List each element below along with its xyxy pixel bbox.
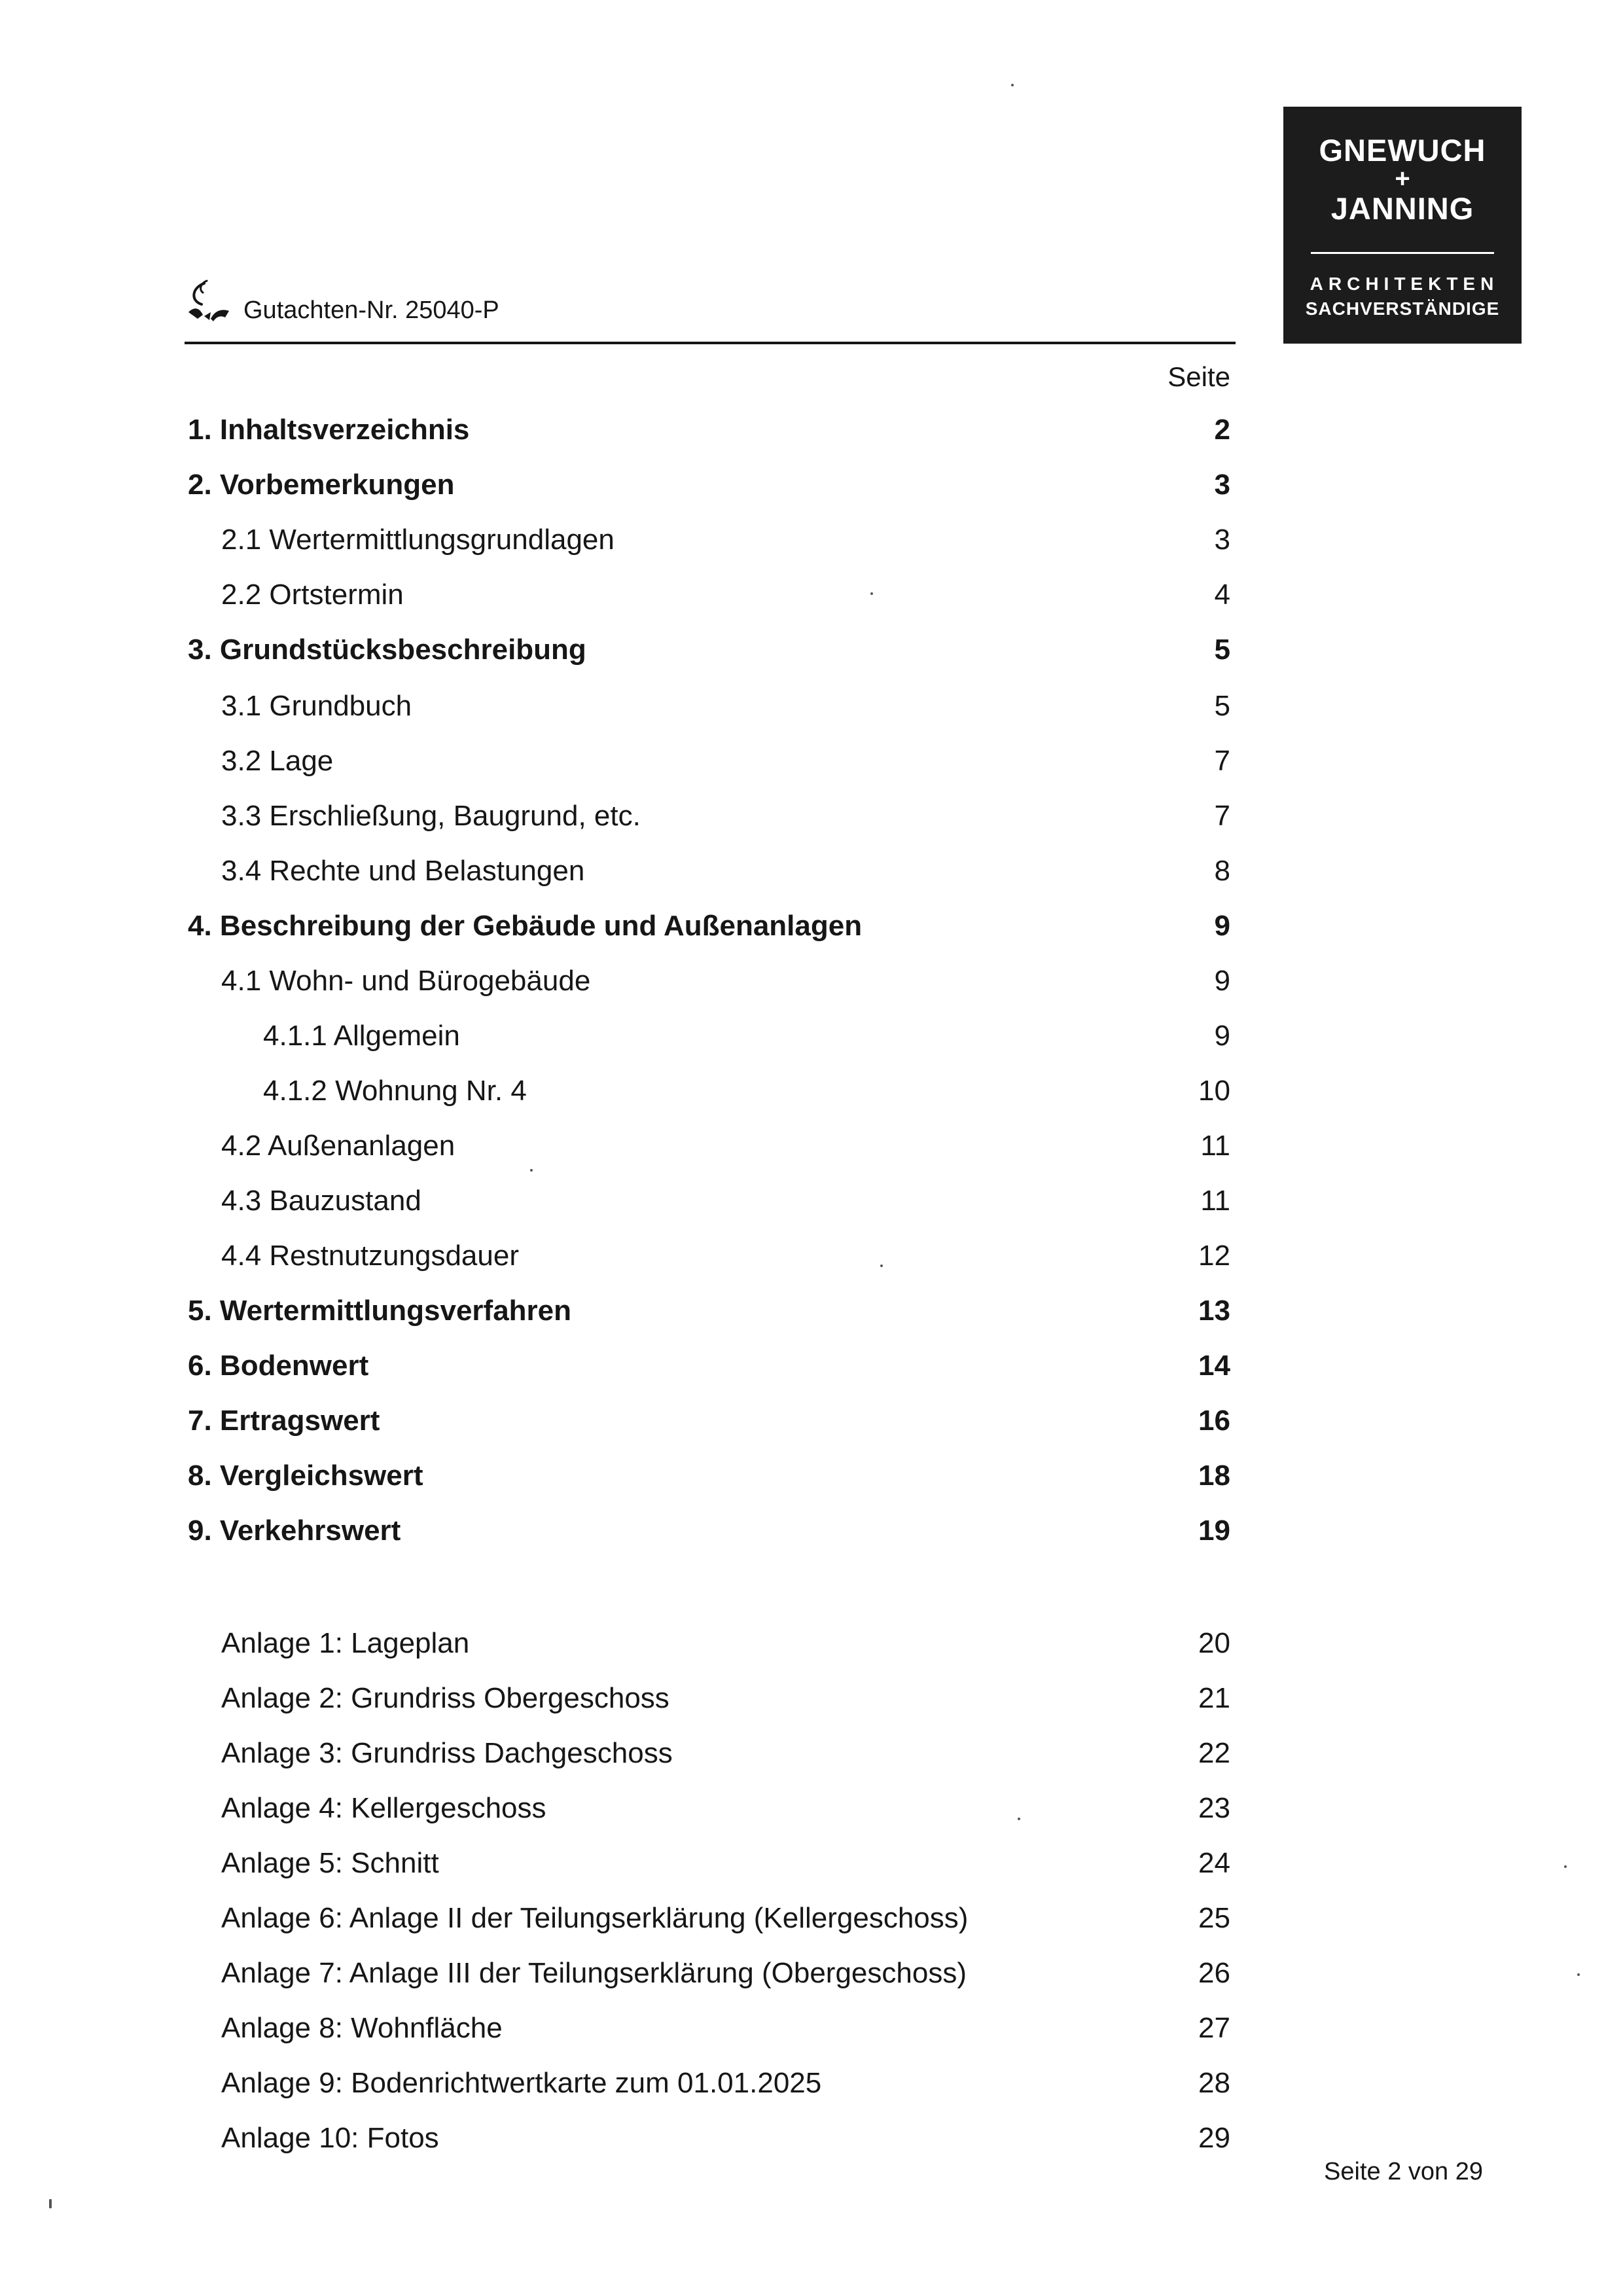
- toc-entry-page: 4: [1214, 579, 1230, 611]
- toc-entry-title: 6. Bodenwert: [188, 1350, 369, 1382]
- toc-entry-page: 7: [1214, 800, 1230, 832]
- toc-entry-page: 10: [1198, 1075, 1230, 1107]
- toc-entry: [0, 745, 1623, 784]
- attachment-page: 28: [1198, 2067, 1230, 2099]
- logo-divider: [1311, 252, 1494, 254]
- attachment-page: 24: [1198, 1847, 1230, 1879]
- attachment-page: 27: [1198, 2012, 1230, 2044]
- toc-entry-page: 9: [1214, 965, 1230, 997]
- scan-speck: [880, 1265, 883, 1267]
- attachment-entry: [0, 1737, 1623, 1776]
- document-header: [185, 278, 1236, 344]
- scan-speck: [49, 2199, 52, 2208]
- toc-entry: [0, 1460, 1623, 1499]
- toc-entry: [0, 524, 1623, 563]
- scan-speck: [1011, 84, 1014, 86]
- attachment-entry: [0, 1957, 1623, 1996]
- toc-entry: [0, 855, 1623, 894]
- attachment-entry: [0, 1902, 1623, 1941]
- toc-entry-page: 2: [1214, 414, 1230, 446]
- toc-entry-page: 18: [1198, 1460, 1230, 1492]
- page-column-label: Seite: [1168, 361, 1230, 392]
- swirl-emblem-icon: [185, 278, 237, 331]
- toc-entry-page: 14: [1198, 1350, 1230, 1382]
- attachment-title: Anlage 4: Kellergeschoss: [221, 1792, 546, 1824]
- toc-entry: [0, 800, 1623, 839]
- toc-entry-title: 4.1.2 Wohnung Nr. 4: [263, 1075, 527, 1107]
- attachment-title: Anlage 7: Anlage III der Teilungserklärung (Obergeschoss): [221, 1957, 967, 1989]
- attachment-title: Anlage 5: Schnitt: [221, 1847, 439, 1879]
- attachment-entry: [0, 2122, 1623, 2161]
- toc-entry-title: 3. Grundstücksbeschreibung: [188, 634, 586, 666]
- toc-entry-title: 3.3 Erschließung, Baugrund, etc.: [221, 800, 641, 832]
- toc-entry-page: 5: [1214, 690, 1230, 722]
- toc-entry-title: 4.1 Wohn- und Bürogebäude: [221, 965, 591, 997]
- toc-entry-page: 11: [1200, 1185, 1230, 1217]
- attachment-title: Anlage 1: Lageplan: [221, 1627, 470, 1659]
- toc-entry: [0, 1020, 1623, 1059]
- toc-entry-title: 8. Vergleichswert: [188, 1460, 423, 1492]
- attachment-page: 22: [1198, 1737, 1230, 1769]
- attachment-title: Anlage 6: Anlage II der Teilungserklärung (Kellergeschoss): [221, 1902, 969, 1934]
- toc-entry-title: 5. Wertermittlungsverfahren: [188, 1295, 572, 1327]
- toc-entry: [0, 1185, 1623, 1224]
- toc-entry-title: 2.1 Wertermittlungsgrundlagen: [221, 524, 615, 556]
- toc-entry: [0, 1515, 1623, 1554]
- attachment-page: 23: [1198, 1792, 1230, 1824]
- page-number-footer: Seite 2 von 29: [1324, 2158, 1483, 2185]
- toc-entry-page: 12: [1198, 1240, 1230, 1272]
- toc-entry: [0, 1240, 1623, 1279]
- toc-entry-page: 3: [1214, 469, 1230, 501]
- toc-entry-title: 9. Verkehrswert: [188, 1515, 401, 1547]
- scan-speck: [1018, 1818, 1020, 1820]
- document-number: Gutachten-Nr. 25040-P: [243, 296, 499, 324]
- attachment-page: 26: [1198, 1957, 1230, 1989]
- toc-entry: [0, 1405, 1623, 1444]
- toc-entry: [0, 579, 1623, 618]
- toc-entry: [0, 1350, 1623, 1389]
- toc-entry: [0, 690, 1623, 729]
- attachment-page: 20: [1198, 1627, 1230, 1659]
- attachment-entry: [0, 2067, 1623, 2106]
- attachment-title: Anlage 9: Bodenrichtwertkarte zum 01.01.2025: [221, 2067, 822, 2099]
- attachment-title: Anlage 10: Fotos: [221, 2122, 439, 2154]
- toc-entry-title: 4.1.1 Allgemein: [263, 1020, 460, 1052]
- toc-entry-title: 4. Beschreibung der Gebäude und Außenanlagen: [188, 910, 863, 942]
- attachment-entry: [0, 1847, 1623, 1886]
- toc-entry-page: 8: [1214, 855, 1230, 887]
- toc-entry: [0, 965, 1623, 1004]
- toc-entry-page: 13: [1198, 1295, 1230, 1327]
- toc-entry-title: 2. Vorbemerkungen: [188, 469, 455, 501]
- attachment-title: Anlage 2: Grundriss Obergeschoss: [221, 1682, 669, 1714]
- toc-entry-page: 7: [1214, 745, 1230, 777]
- toc-entry-title: 4.3 Bauzustand: [221, 1185, 421, 1217]
- toc-entry-title: 3.4 Rechte und Belastungen: [221, 855, 585, 887]
- scan-speck: [530, 1169, 533, 1172]
- logo-line-gnewuch: GNEWUCH: [1319, 133, 1486, 168]
- toc-entry: [0, 469, 1623, 508]
- attachment-entry: [0, 2012, 1623, 2051]
- logo-line-architekten: ARCHITEKTEN: [1310, 274, 1499, 294]
- logo-line-janning: JANNING: [1330, 191, 1474, 226]
- logo-line-sachverstaendige: SACHVERSTÄNDIGE: [1305, 298, 1500, 319]
- attachment-page: 21: [1198, 1682, 1230, 1714]
- toc-entry-title: 7. Ertragswert: [188, 1405, 380, 1437]
- logo-line-plus: +: [1395, 164, 1410, 193]
- attachment-title: Anlage 3: Grundriss Dachgeschoss: [221, 1737, 673, 1769]
- toc-entry-page: 3: [1214, 524, 1230, 556]
- attachment-page: 25: [1198, 1902, 1230, 1934]
- toc-entry-title: 4.2 Außenanlagen: [221, 1130, 455, 1162]
- scan-speck: [870, 592, 873, 595]
- toc-entry-page: 11: [1200, 1130, 1230, 1162]
- scan-speck: [1577, 1973, 1580, 1976]
- toc-entry-title: 2.2 Ortstermin: [221, 579, 404, 611]
- toc-entry-title: 3.2 Lage: [221, 745, 334, 777]
- toc-entry: [0, 414, 1623, 453]
- toc-entry-page: 16: [1198, 1405, 1230, 1437]
- toc-entry-title: 1. Inhaltsverzeichnis: [188, 414, 470, 446]
- toc-entry-page: 5: [1214, 634, 1230, 666]
- toc-entry-page: 19: [1198, 1515, 1230, 1547]
- toc-entry: [0, 1295, 1623, 1334]
- toc-entry-page: 9: [1214, 910, 1230, 942]
- toc-entry-title: 4.4 Restnutzungsdauer: [221, 1240, 519, 1272]
- toc-entry-title: 3.1 Grundbuch: [221, 690, 412, 722]
- toc-entry-page: 9: [1214, 1020, 1230, 1052]
- scan-speck: [1564, 1865, 1567, 1868]
- company-logo: [1283, 107, 1522, 344]
- attachment-title: Anlage 8: Wohnfläche: [221, 2012, 503, 2044]
- attachment-entry: [0, 1682, 1623, 1721]
- toc-entry: [0, 1130, 1623, 1169]
- toc-entry: [0, 910, 1623, 949]
- toc-entry: [0, 1075, 1623, 1114]
- attachment-page: 29: [1198, 2122, 1230, 2154]
- toc-entry: [0, 634, 1623, 673]
- attachment-entry: [0, 1627, 1623, 1666]
- header-divider: [185, 342, 1236, 344]
- attachment-entry: [0, 1792, 1623, 1831]
